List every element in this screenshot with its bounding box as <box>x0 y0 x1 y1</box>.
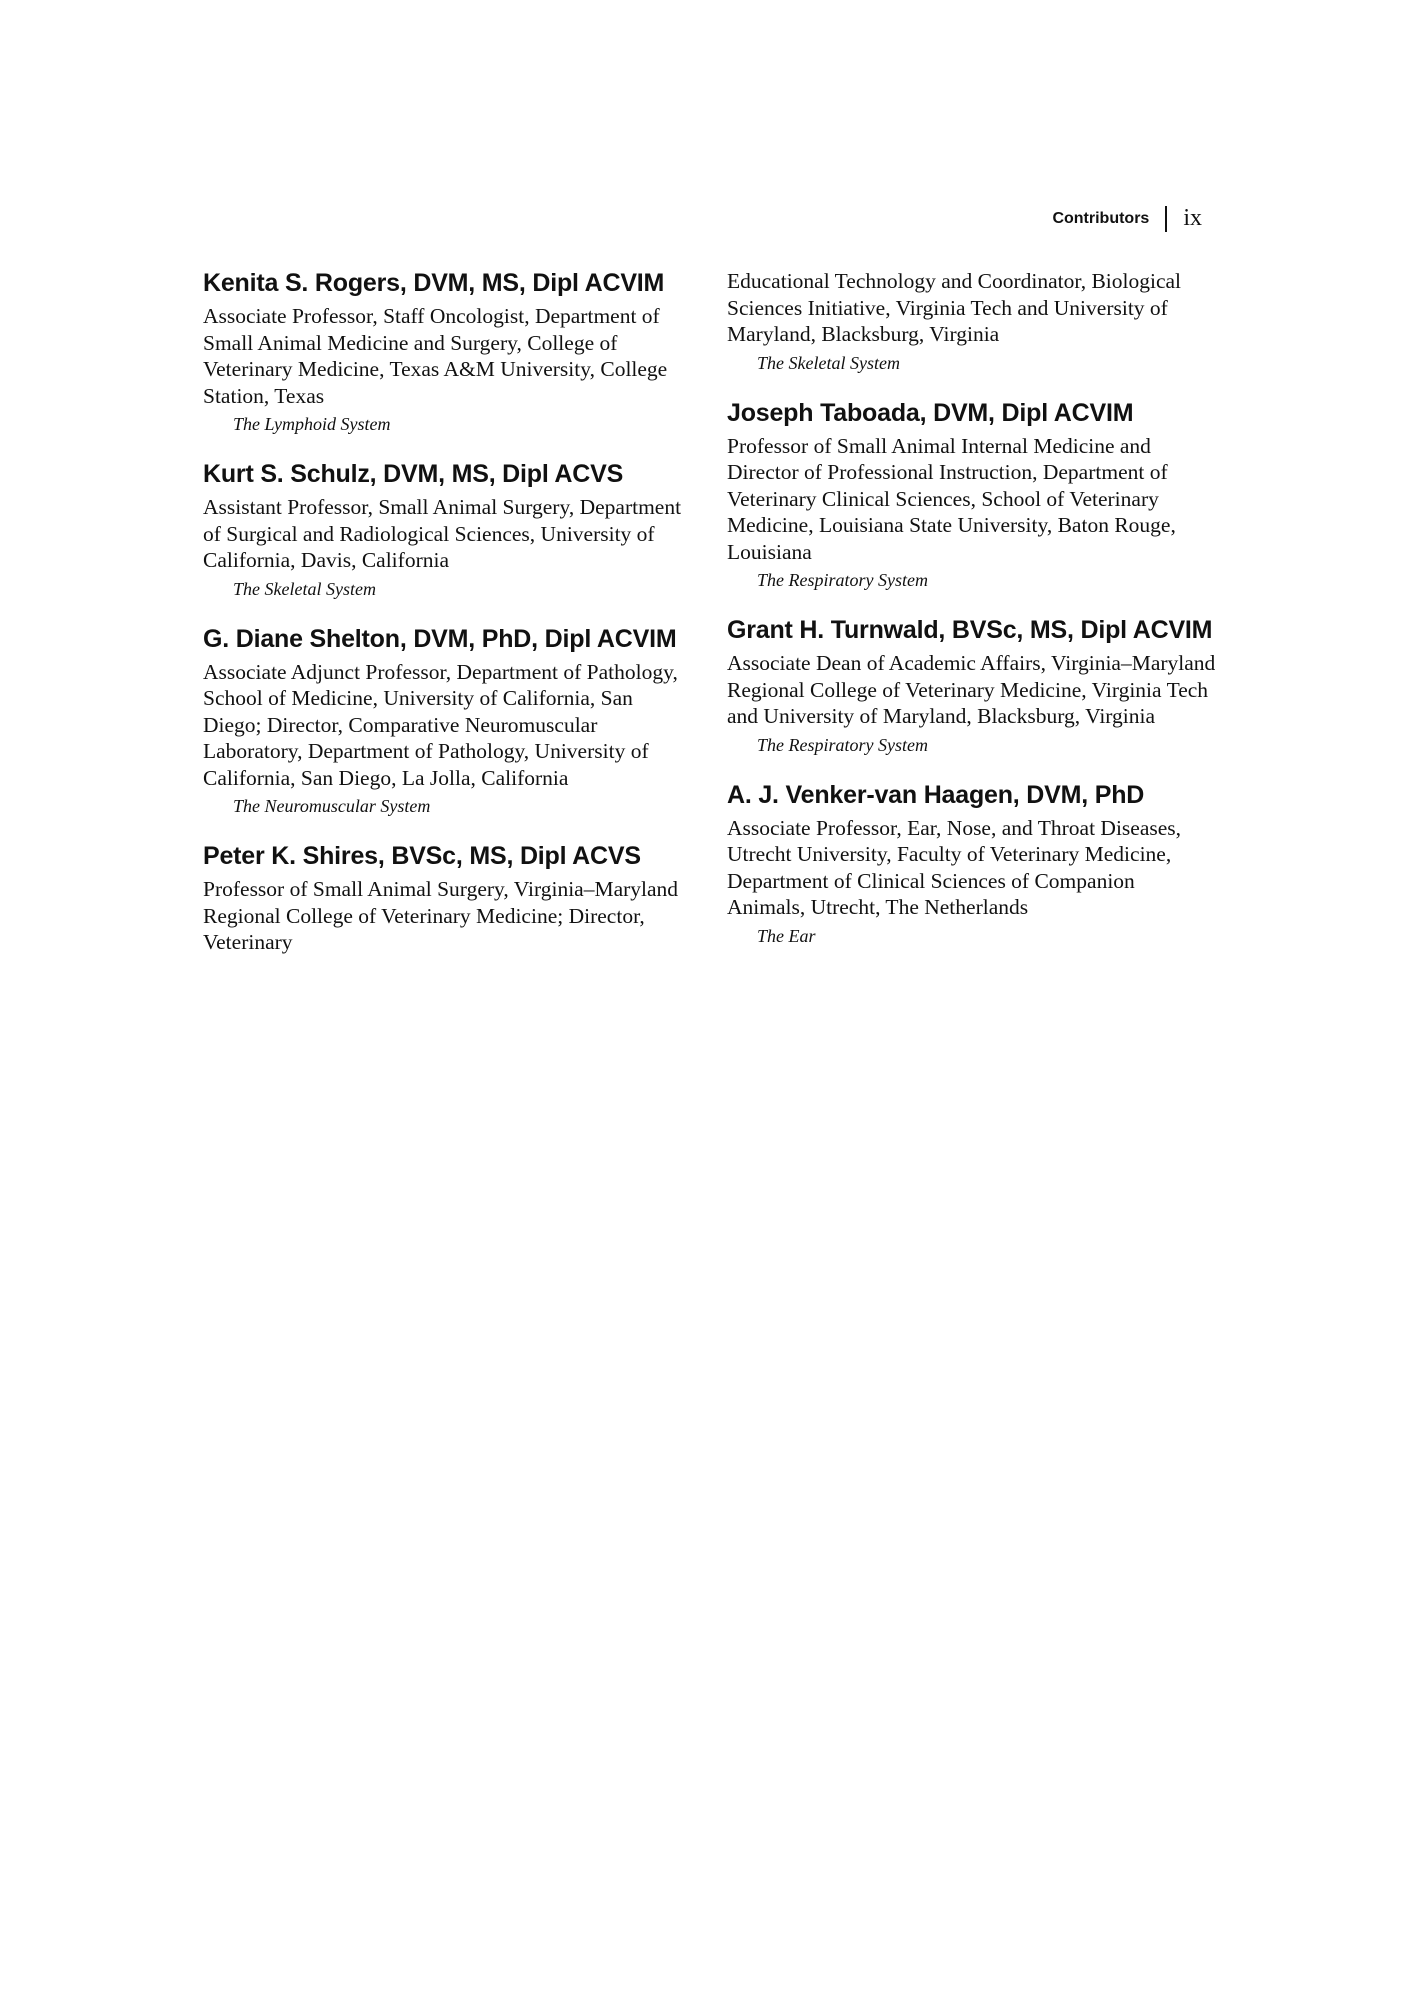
contributor-entry <box>727 780 1217 949</box>
contributor-name: G. Diane Shelton, DVM, PhD, Dipl ACVIM <box>203 624 677 653</box>
contributor-name: Kenita S. Rogers, DVM, MS, Dipl ACVIM <box>203 269 665 297</box>
running-head <box>1052 205 1202 232</box>
contributor-name: Grant H. Turnwald, BVSc, MS, Dipl ACVIM <box>727 616 1213 644</box>
contributor-affiliation: Professor of Small Animal Internal Medicine and Director of Professional Instruction, Department of Veterinary Clinical Sciences, School of Veterinary Medicine, Louisiana State University, Baton Rouge, Louisiana <box>727 433 1176 564</box>
contributor-chapter: The Skeletal System <box>757 352 900 373</box>
contributor-entry <box>203 841 693 956</box>
contributor-affiliation: Associate Professor, Staff Oncologist, Department of Small Animal Medicine and Surgery, College of Veterinary Medicine, Texas A&M University, College Station, Texas <box>203 304 668 408</box>
contributor-affiliation: Associate Professor, Ear, Nose, and Throat Diseases, Utrecht University, Faculty of Veterinary Medicine, Department of Clinical Sciences of Companion Animals, Utrecht, The Netherlands <box>727 815 1182 919</box>
contributor-chapter: The Ear <box>757 925 816 946</box>
contributor-entry <box>203 624 693 820</box>
contributor-chapter: The Skeletal System <box>233 578 376 599</box>
contributor-chapter: The Respiratory System <box>757 734 928 755</box>
contributor-affiliation: Professor of Small Animal Surgery, Virginia–Maryland Regional College of Veterinary Medicine; Director, Veterinary <box>203 877 679 954</box>
contributor-continuation <box>727 268 1217 376</box>
contributor-entry <box>203 459 693 602</box>
contributor-chapter: The Lymphoid System <box>233 414 391 434</box>
contributor-name: A. J. Venker-van Haagen, DVM, PhD <box>727 780 1145 809</box>
left-column <box>203 268 693 978</box>
right-column <box>727 268 1217 971</box>
contributor-name: Peter K. Shires, BVSc, MS, Dipl ACVS <box>203 842 641 870</box>
contributor-name: Kurt S. Schulz, DVM, MS, Dipl ACVS <box>203 460 624 488</box>
contributor-entry <box>727 398 1217 594</box>
contributor-affiliation: Educational Technology and Coordinator, Biological Sciences Initiative, Virginia Tech and University of Maryland, Blacksburg, Virginia <box>727 269 1182 346</box>
contributor-entry <box>727 615 1217 758</box>
contributor-name: Joseph Taboada, DVM, Dipl ACVIM <box>727 398 1134 427</box>
running-head-divider <box>1165 206 1167 232</box>
contributor-entry <box>203 268 693 437</box>
contributor-affiliation: Assistant Professor, Small Animal Surgery, Department of Surgical and Radiological Sciences, University of California, Davis, California <box>203 495 682 572</box>
running-head-section: Contributors <box>1052 209 1150 227</box>
page-number: ix <box>1183 205 1202 231</box>
contributor-affiliation: Associate Dean of Academic Affairs, Virginia–Maryland Regional College of Veterinary Medicine, Virginia Tech and University of Maryland, Blacksburg, Virginia <box>727 651 1216 728</box>
contributor-affiliation: Associate Adjunct Professor, Department of Pathology, School of Medicine, University of California, San Diego; Director, Comparative Neuromuscular Laboratory, Department of Pathology, University of California, San Diego, La Jolla, California <box>203 659 678 790</box>
contributor-chapter: The Respiratory System <box>757 570 928 590</box>
contributor-chapter: The Neuromuscular System <box>233 796 431 816</box>
